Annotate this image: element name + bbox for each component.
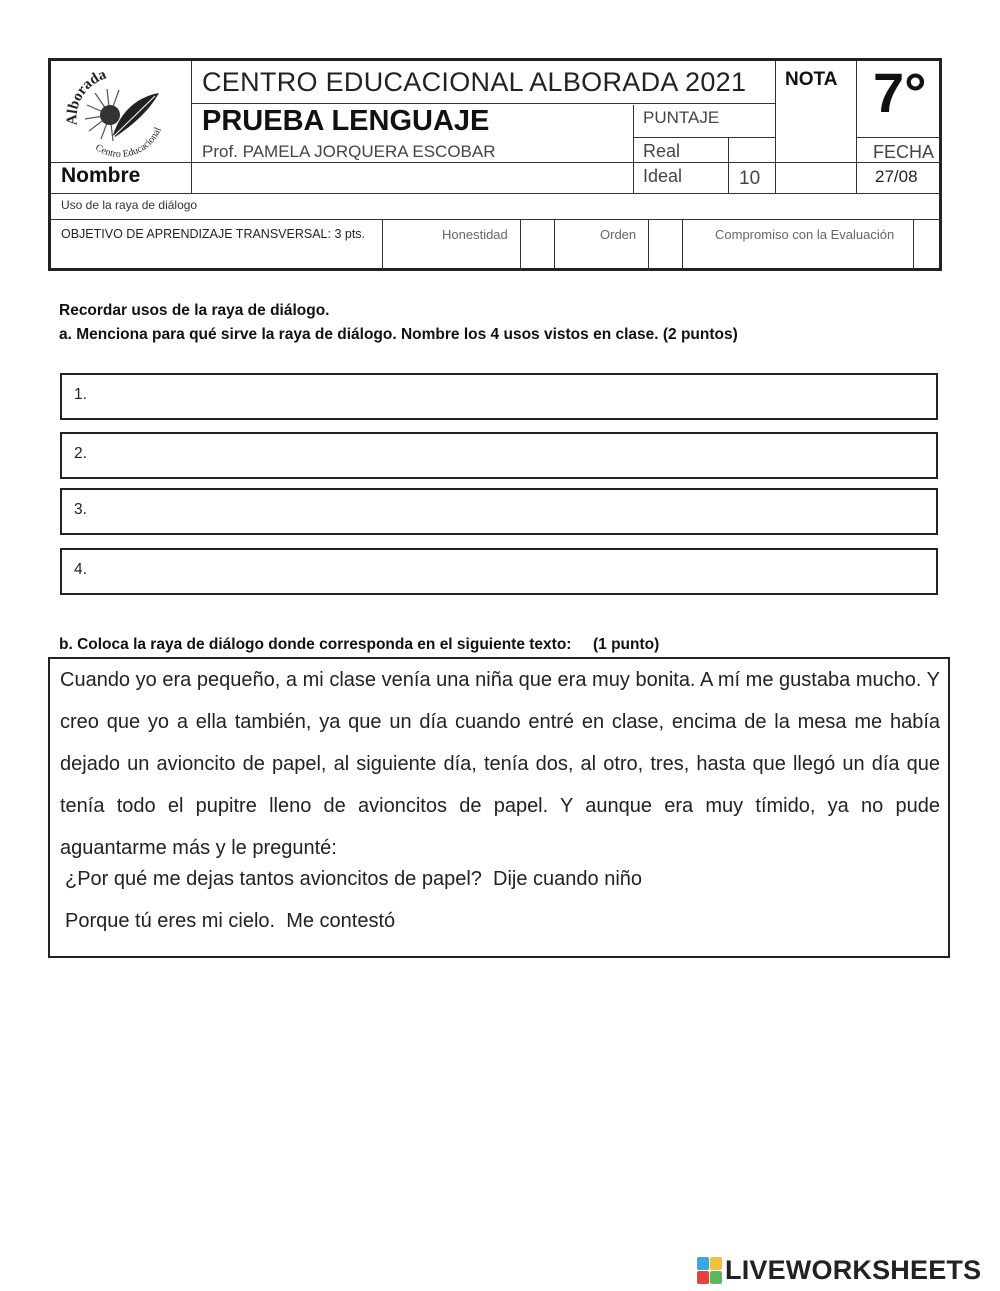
logo-tile	[710, 1257, 722, 1270]
dialogue-line-2[interactable]: Porque tú eres mi cielo. Me contestó	[65, 910, 396, 932]
divider	[633, 137, 776, 138]
logo-subtitle: Centro Educacional	[93, 125, 164, 160]
logo-tile	[697, 1257, 709, 1270]
real-score-label: Real	[643, 141, 681, 161]
fecha-label: FECHA	[873, 142, 935, 162]
nota-label: NOTA	[785, 69, 838, 90]
dialogue-line-1[interactable]: ¿Por qué me dejas tantos avioncitos de papel? Dije cuando niño	[65, 868, 643, 890]
answer-number: 4.	[74, 561, 87, 578]
logo-tile	[710, 1271, 722, 1284]
brand-name: LIVEWORKSHEETS	[725, 1254, 982, 1285]
logo-school-word: Alborada	[64, 66, 109, 126]
topic-label: Uso de la raya de diálogo	[61, 198, 198, 212]
logo-tile	[697, 1271, 709, 1284]
answer-number: 2.	[74, 445, 87, 462]
divider	[913, 219, 914, 271]
divider	[520, 219, 521, 271]
divider	[51, 219, 942, 220]
divider	[648, 219, 649, 271]
answer-box-3[interactable]	[60, 488, 938, 535]
liveworksheets-logo-icon	[697, 1257, 721, 1283]
dialogue-text-box[interactable]	[48, 657, 950, 958]
answer-box-4[interactable]	[60, 548, 938, 595]
value-honestidad: Honestidad	[442, 227, 508, 242]
liveworksheets-brand	[697, 1255, 981, 1285]
teacher-name: Prof. PAMELA JORQUERA ESCOBAR	[202, 142, 496, 161]
divider	[382, 219, 383, 271]
ideal-score-label: Ideal	[643, 166, 683, 186]
answer-box-1[interactable]	[60, 373, 938, 420]
exam-header	[48, 58, 942, 271]
question-a-prompt: a. Menciona para qué sirve la raya de diálogo. Nombre los 4 usos vistos en clase. (2 puntos)	[59, 326, 738, 343]
ideal-score-value: 10	[739, 168, 761, 189]
objective-label: OBJETIVO DE APRENDIZAJE TRANSVERSAL: 3 pts.	[61, 227, 366, 241]
school-name: CENTRO EDUCACIONAL ALBORADA 2021	[202, 67, 747, 97]
question-b-prompt: b. Coloca la raya de diálogo donde corresponda en el siguiente texto: (1 punto)	[59, 636, 660, 653]
exam-date: 27/08	[875, 167, 918, 186]
value-compromiso: Compromiso con la Evaluación	[715, 227, 895, 242]
divider	[191, 103, 776, 104]
divider	[682, 219, 683, 271]
divider	[51, 193, 942, 194]
story-paragraph: Cuando yo era pequeño, a mi clase venía una niña que era muy bonita. A mí me gustaba mucho. Y creo que yo a ella también, ya que un día cuando entré en clase, encima de la mesa me había dejado un avioncito de papel, al siguiente día, tenía dos, al otro, tres, hasta que llegó un día que tenía todo el pupitre lleno de avioncitos de papel. Y aunque era muy tímido, ya no pude aguantarme más y le pregunté:	[60, 669, 940, 859]
divider	[554, 219, 555, 271]
school-logo	[55, 63, 185, 163]
value-orden: Orden	[600, 227, 637, 242]
answer-box-2[interactable]	[60, 432, 938, 479]
grade-level: 7°	[873, 61, 927, 124]
divider	[633, 105, 634, 193]
divider	[191, 61, 192, 193]
test-title: PRUEBA LENGUAJE	[202, 105, 490, 137]
divider	[856, 61, 857, 193]
divider	[856, 137, 942, 138]
puntaje-label: PUNTAJE	[643, 108, 720, 127]
divider	[728, 137, 729, 193]
answer-number: 1.	[74, 386, 87, 403]
section-intro: Recordar usos de la raya de diálogo.	[59, 302, 330, 319]
divider	[775, 61, 776, 193]
nombre-label: Nombre	[61, 164, 141, 187]
answer-number: 3.	[74, 501, 87, 518]
